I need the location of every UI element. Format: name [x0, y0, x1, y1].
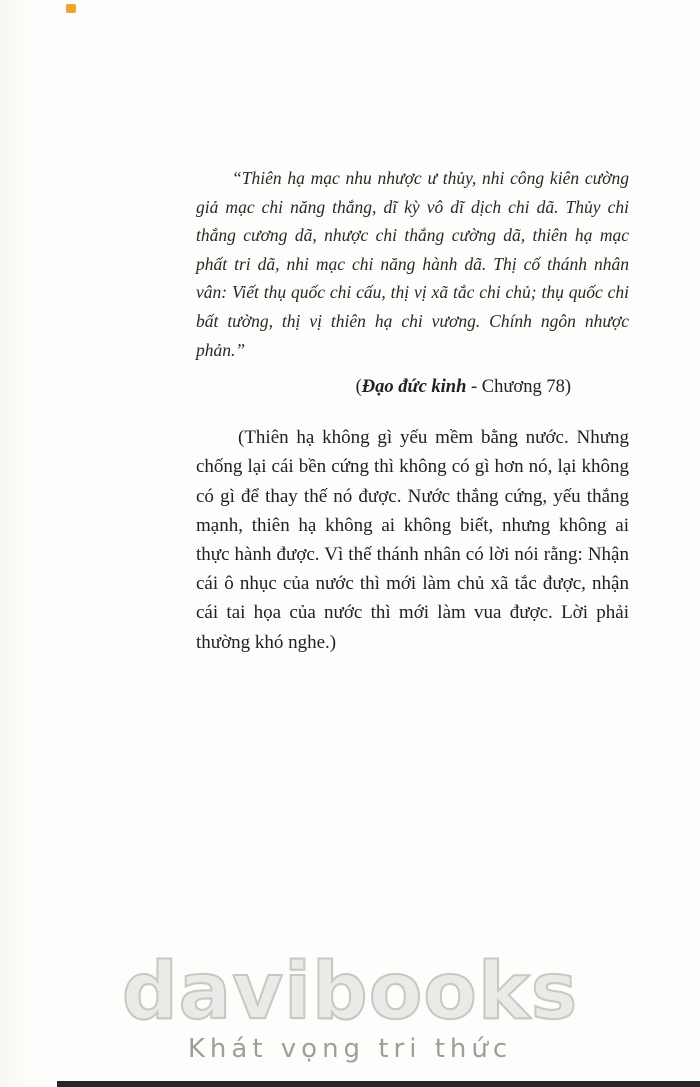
orange-corner-mark [66, 4, 76, 13]
watermark [0, 947, 700, 1064]
attribution-open-paren: ( [355, 377, 362, 398]
watermark-tagline: Khát vọng tri thức [187, 1033, 513, 1064]
davibooks-watermark-logo: davibooks [121, 947, 579, 1037]
quote-paragraph: “Thiên hạ mạc nhu nhược ư thủy, nhi công kiên cường giả mạc chi năng thắng, dĩ kỳ vô dĩ dịch chi dã. Thủy chi thắng cương dã, nhược chi thắng cường dã, thiên hạ mạc phất tri dã, nhi mạc chi năng hành dã. Thị cố thánh nhân vân: Viết thụ quốc chi cấu, thị vị xã tắc chi chủ; thụ quốc chi bất tường, thị vị thiên hạ chi vương. Chính ngôn nhược phản.” [196, 168, 629, 360]
attribution-chapter: - Chương 78) [466, 377, 571, 398]
translation-paragraph: (Thiên hạ không gì yếu mềm bằng nước. Nhưng chống lại cái bền cứng thì không có gì hơn nó, lại không có gì để thay thế nó được. Nước thắng cứng, yếu thắng mạnh, thiên hạ không ai không biết, nhưng không ai thực hành được. Vì thế thánh nhân có lời nói rằng: Nhận cái ô nhục của nước thì mới làm chủ xã tắc được, nhận cái tai họa của nước thì mới làm vua được. Lời phải thường khó nghe.) [196, 427, 629, 653]
text-block [196, 164, 629, 657]
quote-attribution [196, 377, 629, 398]
attribution-book-title: Đạo đức kinh [361, 377, 467, 398]
scan-edge-bar [57, 1081, 700, 1087]
